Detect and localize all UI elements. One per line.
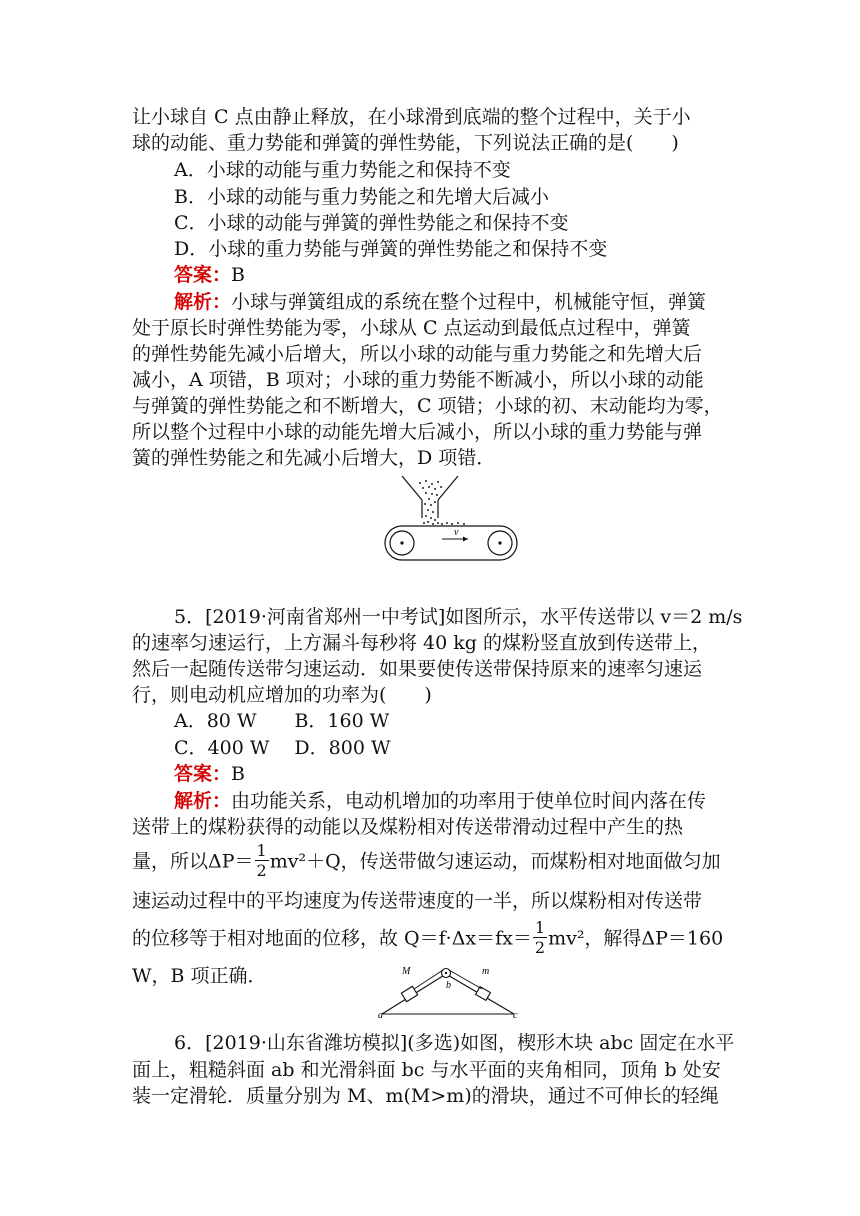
fraction-one-half [255,841,269,880]
analysis-text: 小球与弹簧组成的系统在整个过程中，机械能守恒，弹簧 [231,291,707,313]
answer-value: B [231,264,245,286]
q5-analysis-line-5 [132,920,723,959]
answer-value: B [231,763,245,785]
right-pulley-center [498,541,501,544]
formula-suffix: mv²＋Q，传送带做匀速运动，而煤粉相对地面做匀加 [269,850,721,873]
q5-stem-line-3: 然后一起随传送带匀速运动．如果要使传送带保持原来的速率匀速运 [132,658,703,680]
analysis-text: 由功能关系，电动机增加的功率用于使单位时间内落在传 [231,790,707,812]
analysis-label: 解析： [174,291,232,313]
rope-right [449,970,482,989]
formula-suffix: mv²，解得ΔP＝160 [548,927,724,950]
pulley-axle [445,972,447,974]
q5-options-cd: C．400 W D．800 W [174,737,391,759]
answer-label: 答案： [174,264,232,286]
label-c: c [513,1010,518,1020]
q4-analysis-line-2: 处于原长时弹性势能为零，小球从 C 点运动到最低点过程中，弹簧 [132,317,691,339]
q5-options-ab: A．80 W B．160 W [174,710,390,732]
q4-option-a: A．小球的动能与重力势能之和保持不变 [174,159,511,181]
q5-answer [174,761,245,787]
velocity-label: v [454,527,459,538]
q6-stem-line-3: 装一定滑轮．质量分别为 M、m(M>m)的滑块，通过不可伸长的轻绳 [132,1085,719,1107]
analysis-label: 解析： [174,790,232,812]
fraction-numerator: 1 [534,918,546,937]
label-a: a [378,1010,383,1020]
rope-left [414,970,443,989]
conveyor-belt-figure [380,474,522,564]
q4-stem-line-1: 让小球自 C 点由静止释放，在小球滑到底端的整个过程中，关于小 [132,106,691,128]
fraction-numerator: 1 [256,841,267,860]
formula-prefix: 的位移等于相对地面的位移，故 Q＝f·Δx＝fx＝ [132,927,532,950]
formula-prefix: 量，所以ΔP＝ [132,850,254,873]
q4-analysis-line-1 [174,289,706,315]
hopper [402,476,458,518]
q4-analysis-line-5: 与弹簧的弹性势能之和不断增大，C 项错；小球的初、末动能均为零， [132,395,723,417]
label-m: m [482,966,490,977]
q5-analysis-line-2: 送带上的煤粉获得的动能以及煤粉相对传送带滑动过程中产生的热 [132,816,684,838]
fraction-denominator: 2 [256,861,267,880]
q6-stem-line-1: 6．[2019·山东省潍坊模拟](多选)如图，楔形木块 abc 固定在水平 [174,1032,735,1054]
q5-stem-line-4: 行，则电动机应增加的功率为( ) [132,684,432,706]
fraction-one-half [533,918,547,957]
q5-analysis-line-4: 速运动过程中的平均速度为传送带速度的一半，所以煤粉相对传送带 [132,890,703,912]
q4-option-b: B．小球的动能与重力势能之和先增大后减小 [174,186,549,208]
coal-powder [419,480,465,525]
left-pulley-center [400,541,403,544]
q4-analysis-line-4: 减小，A 项错，B 项对；小球的重力势能不断减小，所以小球的动能 [132,369,704,391]
q4-answer [174,262,245,288]
q4-option-c: C．小球的动能与弹簧的弹性势能之和保持不变 [174,212,569,234]
label-M: M [402,966,411,977]
q5-analysis-line-6: W，B 项正确． [132,965,267,987]
velocity-arrowhead [463,537,468,542]
belt [385,526,517,560]
q4-analysis-line-7: 簧的弹性势能之和先减小后增大，D 项错． [132,447,496,469]
q4-analysis-line-6: 所以整个过程中小球的动能先增大后减小，所以小球的重力势能与弹 [132,421,703,443]
q4-analysis-line-3: 的弹性势能先减小后增大，所以小球的动能与重力势能之和先增大后 [132,343,703,365]
label-b: b [446,980,451,991]
q5-stem-line-2: 的速率匀速运行，上方漏斗每秒将 40 kg 的煤粉竖直放到传送带上， [132,632,711,654]
q4-option-d: D．小球的重力势能与弹簧的弹性势能之和保持不变 [174,238,608,260]
wedge-pulley-figure [376,962,526,1020]
fraction-denominator: 2 [534,938,546,957]
q6-stem-line-2: 面上，粗糙斜面 ab 和光滑斜面 bc 与水平面的夹角相同，顶角 b 处安 [132,1059,721,1081]
answer-label: 答案： [174,763,232,785]
q5-analysis-line-1 [174,788,706,814]
q4-stem-line-2: 球的动能、重力势能和弹簧的弹性势能，下列说法正确的是( ) [132,132,679,154]
q5-analysis-line-3 [132,843,721,882]
q5-stem-line-1: 5．[2019·河南省郑州一中考试]如图所示，水平传送带以 v＝2 m/s [174,606,743,628]
